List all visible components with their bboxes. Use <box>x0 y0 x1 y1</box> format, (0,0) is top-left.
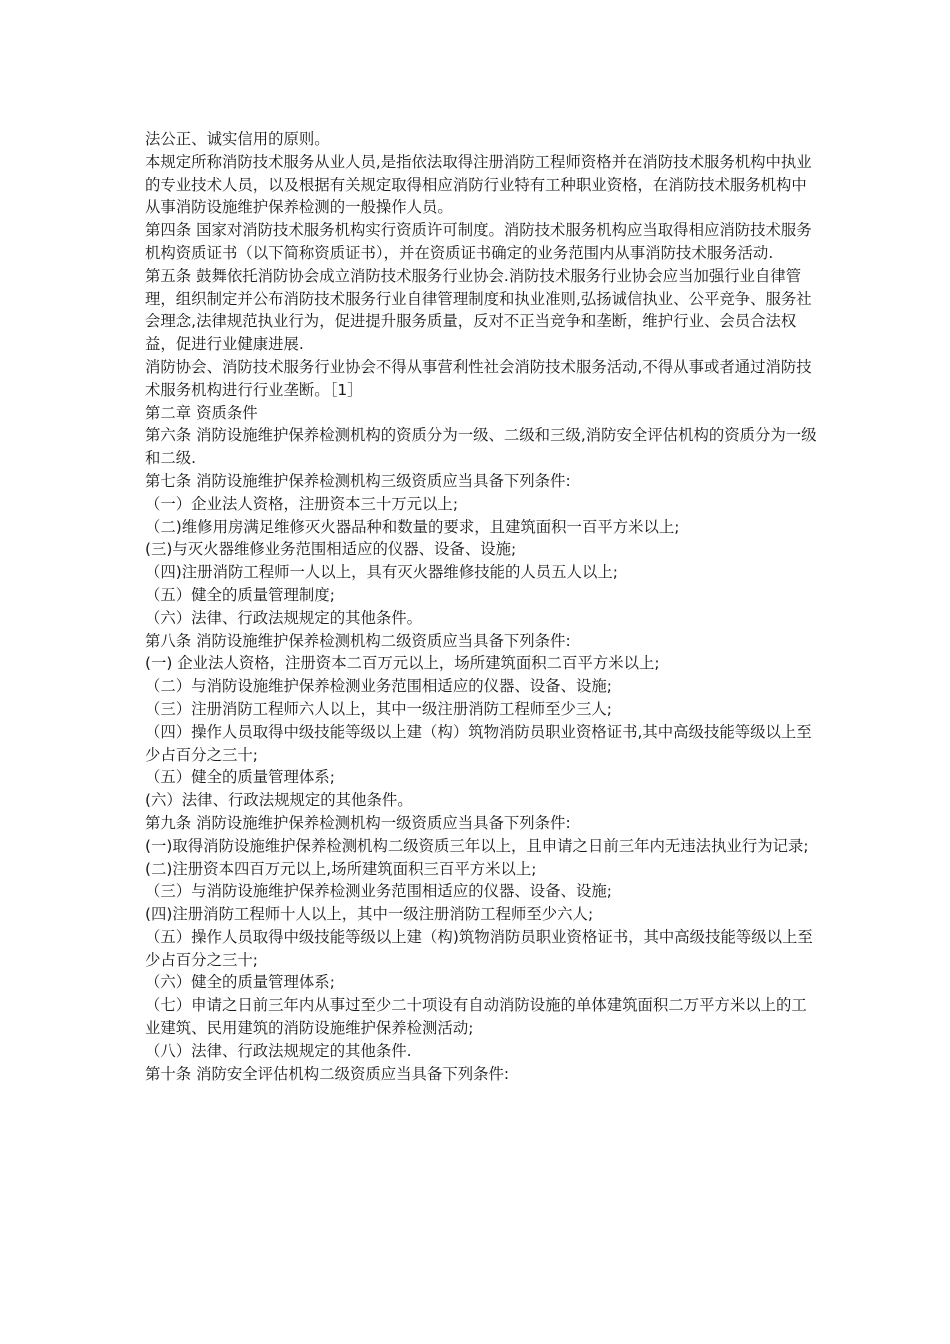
article-8-item-5: （五）健全的质量管理体系; <box>145 768 335 787</box>
article-9-item-3: （三）与消防设施维护保养检测业务范围相适应的仪器、设备、设施; <box>145 882 612 901</box>
article-8-item-2: （二）与消防设施维护保养检测业务范围相适应的仪器、设备、设施; <box>145 677 612 696</box>
article-8-item-1: (一) 企业法人资格，注册资本二百万元以上，场所建筑面积二百平方米以上; <box>145 654 660 673</box>
article-9: 第九条 消防设施维护保养检测机构一级资质应当具备下列条件: <box>145 813 571 832</box>
article-7-item-4: （四)注册消防工程师一人以上，具有灭火器维修技能的人员五人以上; <box>145 563 618 582</box>
article-5: 第五条 鼓舞依托消防协会成立消防技术服务行业协会.消防技术服务行业协会应当加强行业自律管理，组织制定并公布消防技术服务行业自律管理制度和执业准则,弘扬诚信执业、公平竞争、服务社会理念,法律规范执业行为，促进提升服务质量，反对不正当竞争和垄断，维护行业、会员合法权益，促进行业健康进展. <box>145 266 812 354</box>
article-7-item-1: （一）企业法人资格，注册资本三十万元以上; <box>145 494 458 513</box>
article-9-item-2: (二)注册资本四百万元以上,场所建筑面积三百平方米以上; <box>145 859 537 878</box>
article-8-item-6: (六）法律、行政法规规定的其他条件。 <box>145 791 413 810</box>
article-6: 第六条 消防设施维护保养检测机构的资质分为一级、二级和三级,消防安全评估机构的资质分为一级和二级. <box>145 426 817 468</box>
article-8-item-3: （三）注册消防工程师六人以上，其中一级注册消防工程师至少三人; <box>145 699 612 718</box>
paragraph-1: 法公正、诚实信用的原则。 <box>145 130 330 148</box>
article-10: 第十条 消防安全评估机构二级资质应当具备下列条件: <box>145 1064 510 1083</box>
article-9-item-5: （五）操作人员取得中级技能等级以上建（构)筑物消防员职业资格证书，其中高级技能等级以上至少占百分之三十; <box>145 927 813 969</box>
article-8: 第八条 消防设施维护保养检测机构二级资质应当具备下列条件: <box>145 631 571 650</box>
article-9-item-7: （七）申请之日前三年内从事过至少二十项设有自动消防设施的单体建筑面积二万平方米以上的工业建筑、民用建筑的消防设施维护保养检测活动; <box>145 996 807 1038</box>
article-9-item-4: (四)注册消防工程师十人以上，其中一级注册消防工程师至少六人; <box>145 905 594 924</box>
article-8-item-4: （四）操作人员取得中级技能等级以上建（构）筑物消防员职业资格证书,其中高级技能等级以上至少占百分之三十; <box>145 722 812 764</box>
article-7: 第七条 消防设施维护保养检测机构三级资质应当具备下列条件: <box>145 471 571 490</box>
article-4: 第四条 国家对消防技术服务机构实行资质许可制度。消防技术服务机构应当取得相应消防技术服务机构资质证书（以下简称资质证书），并在资质证书确定的业务范围内从事消防技术服务活动. <box>145 221 812 262</box>
article-7-item-3: (三)与灭火器维修业务范围相适应的仪器、设备、设施; <box>145 540 517 559</box>
article-9-item-6: （六）健全的质量管理体系; <box>145 973 335 992</box>
article-7-item-2: （二)维修用房满足维修灭火器品种和数量的要求，且建筑面积一百平方米以上; <box>145 517 680 536</box>
article-9-item-1: (一)取得消防设施维护保养检测机构二级资质三年以上，且申请之日前三年内无违法执业行为记录; <box>145 836 809 855</box>
paragraph-2: 本规定所称消防技术服务从业人员,是指依法取得注册消防工程师资格并在消防技术服务机构中执业的专业技术人员，以及根据有关规定取得相应消防行业特有工种职业资格，在消防技术服务机构中从事消防设施维护保养检测的一般操作人员。 <box>145 152 812 217</box>
article-7-item-6: （六）法律、行政法规规定的其他条件。 <box>145 608 423 627</box>
article-5-para-2: 消防协会、消防技术服务行业协会不得从事营利性社会消防技术服务活动,不得从事或者通过消防技术服务机构进行行业垄断。［1］ <box>145 357 812 399</box>
document-body <box>145 128 817 1085</box>
article-9-item-8: （八）法律、行政法规规定的其他条件. <box>145 1041 412 1060</box>
article-7-item-5: （五）健全的质量管理制度; <box>145 585 335 604</box>
chapter-2-heading: 第二章 资质条件 <box>145 403 258 422</box>
